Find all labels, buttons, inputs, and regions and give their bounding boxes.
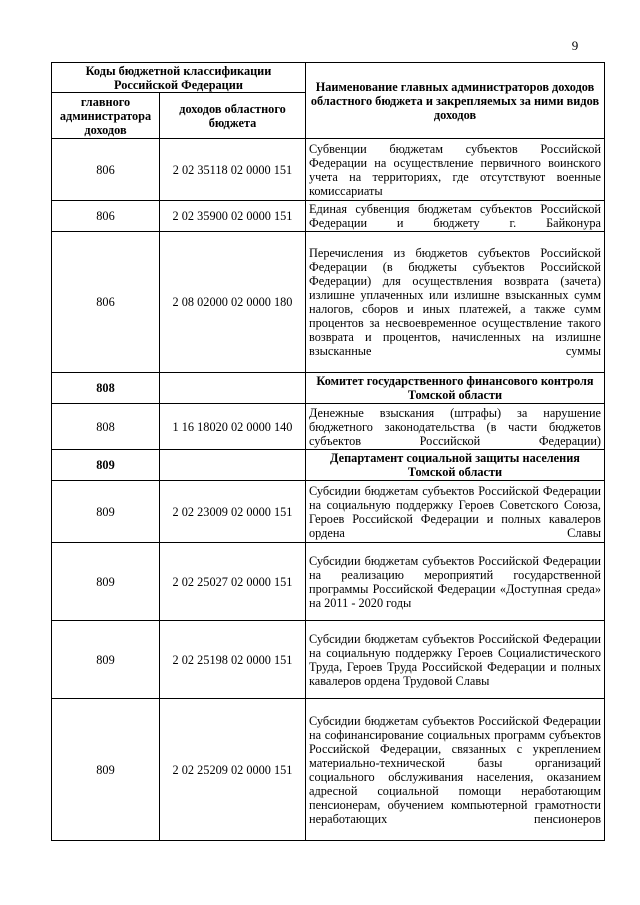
admin-code: 808 [52, 404, 160, 450]
table-row [52, 201, 605, 232]
income-name: Субсидии бюджетам субъектов Российской Федерации на софинансирование социальных программ субъектов Российской Федерации, связанных с укреплением материально-технической базы организаций социального обслуживания населения, оказанием адресной социальной помощи неработающим пенсионерам, обучением компьютерной грамотности неработающих пенсионеров [306, 699, 605, 841]
table-row [52, 543, 605, 621]
income-code: 2 02 35118 02 0000 151 [160, 139, 306, 201]
department-name: Департамент социальной защиты населения Томской области [306, 450, 605, 481]
admin-code: 806 [52, 139, 160, 201]
table-row [52, 699, 605, 841]
header-col-admin: главного администратора доходов [52, 93, 160, 139]
income-code: 2 02 35900 02 0000 151 [160, 201, 306, 232]
admin-code: 809 [52, 450, 160, 481]
table-row [52, 481, 605, 543]
income-code [160, 450, 306, 481]
admin-code: 809 [52, 543, 160, 621]
admin-code: 809 [52, 699, 160, 841]
admin-code: 806 [52, 201, 160, 232]
income-name: Субсидии бюджетам субъектов Российской Федерации на социальную поддержку Героев Социалистического Труда, Героев Труда Российской Федерации и полных кавалеров ордена Трудовой Славы [306, 621, 605, 699]
income-code: 2 08 02000 02 0000 180 [160, 232, 306, 373]
header-group-title: Коды бюджетной классификации Российской Федерации [52, 63, 306, 93]
page-number: 9 [571, 38, 579, 53]
table-row [52, 404, 605, 450]
department-row [52, 450, 605, 481]
budget-classification-table [51, 62, 605, 841]
income-name: Субсидии бюджетам субъектов Российской Федерации на социальную поддержку Героев Советского Союза, Героев Российской Федерации и полных кавалеров ордена Славы [306, 481, 605, 543]
income-name: Перечисления из бюджетов субъектов Российской Федерации (в бюджеты субъектов Российской Федерации) для осуществления возврата (зачета) излишне уплаченных или излишне взысканных сумм налогов, сборов и иных платежей, а также сумм процентов за несвоевременное осуществление такого возврата и процентов, начисленных на излишне взысканные суммы [306, 232, 605, 373]
header-col-income: доходов областного бюджета [160, 93, 306, 139]
header-col-name: Наименование главных администраторов доходов областного бюджета и закрепляемых за ними видов доходов [306, 63, 605, 139]
income-code: 1 16 18020 02 0000 140 [160, 404, 306, 450]
department-name: Комитет государственного финансового контроля Томской области [306, 373, 605, 404]
income-name: Единая субвенция бюджетам субъектов Российской Федерации и бюджету г. Байконура [306, 201, 605, 232]
admin-code: 806 [52, 232, 160, 373]
income-code [160, 373, 306, 404]
table-row [52, 621, 605, 699]
admin-code: 809 [52, 621, 160, 699]
income-name: Денежные взыскания (штрафы) за нарушение бюджетного законодательства (в части бюджетов субъектов Российской Федерации) [306, 404, 605, 450]
table-row [52, 139, 605, 201]
income-code: 2 02 23009 02 0000 151 [160, 481, 306, 543]
department-row [52, 373, 605, 404]
income-code: 2 02 25027 02 0000 151 [160, 543, 306, 621]
income-code: 2 02 25198 02 0000 151 [160, 621, 306, 699]
admin-code: 809 [52, 481, 160, 543]
table-row [52, 232, 605, 373]
income-name: Субсидии бюджетам субъектов Российской Федерации на реализацию мероприятий государственной программы Российской Федерации «Доступная среда» на 2011 - 2020 годы [306, 543, 605, 621]
admin-code: 808 [52, 373, 160, 404]
income-name: Субвенции бюджетам субъектов Российской Федерации на осуществление первичного воинского учета на территориях, где отсутствуют военные комиссариаты [306, 139, 605, 201]
income-code: 2 02 25209 02 0000 151 [160, 699, 306, 841]
